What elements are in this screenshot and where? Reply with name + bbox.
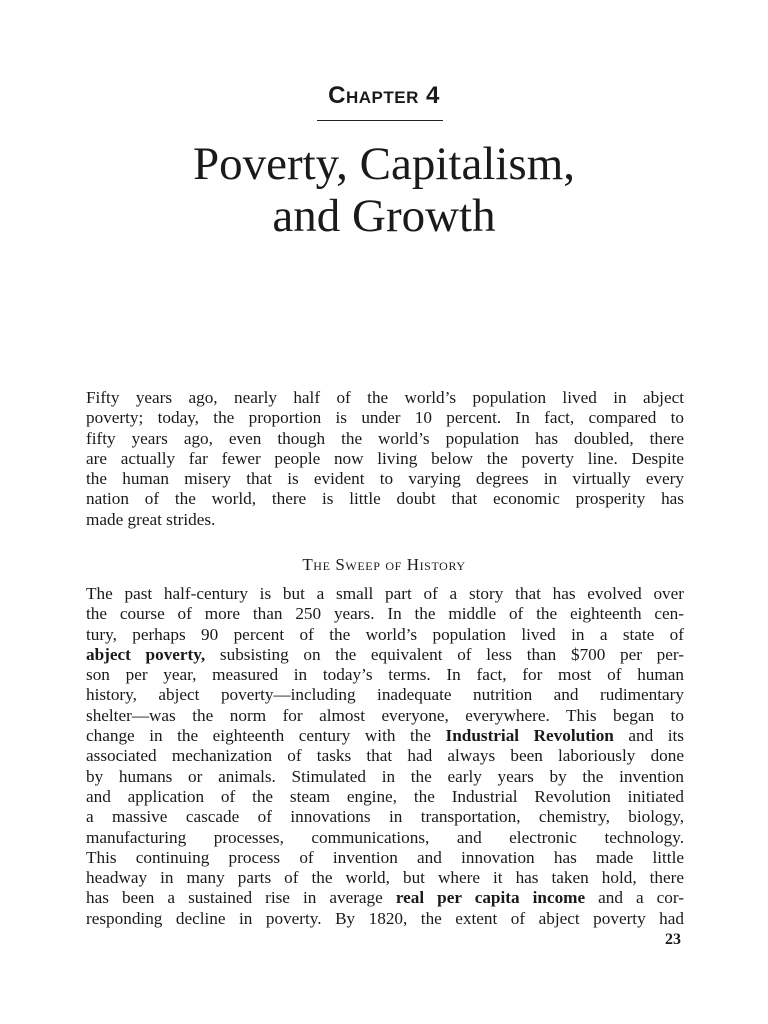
text-line: fifty years ago, even though the world’s population has doubled, there <box>86 428 684 448</box>
text-line: are actually far fewer people now living below the poverty line. Despite <box>86 448 684 468</box>
text-line: headway in many parts of the world, but where it has taken hold, there <box>86 868 684 888</box>
text-line: The past half-century is but a small part of a story that has evolved over <box>86 584 684 603</box>
text-fragment: and its <box>613 726 684 746</box>
text-line: This continuing process of invention and innovation has made little <box>86 847 684 867</box>
text-line: a massive cascade of innovations in transportation, chemistry, biology, <box>86 807 684 827</box>
chapter-rule <box>317 120 443 121</box>
text-fragment: and a cor- <box>585 888 684 908</box>
text-line: nation of the world, there is little doubt that economic prosperity has <box>86 489 684 509</box>
text-line: the course of more than 250 years. In the middle of the eighteenth cen- <box>86 604 684 624</box>
chapter-label: Chapter 4 <box>328 82 440 109</box>
text-line: associated mechanization of tasks that had always been laboriously done <box>86 746 684 766</box>
chapter-title <box>0 138 768 242</box>
chapter-title-line-1: Poverty, Capitalism, <box>192 138 576 190</box>
text-line: poverty; today, the proportion is under 10 percent. In fact, compared to <box>86 408 684 428</box>
text-line: shelter—was the norm for almost everyone, everywhere. This began to <box>86 705 684 725</box>
text-fragment: change in the eighteenth century with the <box>86 726 446 746</box>
text-line: tury, perhaps 90 percent of the world’s population lived in a state of <box>86 624 684 644</box>
text-fragment: subsisting on the equivalent of less than $700 per per- <box>205 644 684 664</box>
text-line: son per year, measured in today’s terms. In fact, for most of human <box>86 665 684 685</box>
text-line: responding decline in poverty. By 1820, the extent of abject poverty had <box>86 908 684 928</box>
text-line: and application of the steam engine, the Industrial Revolution initiated <box>86 786 684 806</box>
page-number: 23 <box>665 931 681 948</box>
key-term: Industrial Revolution <box>445 726 614 746</box>
text-line: manufacturing processes, communications, and electronic technology. <box>86 827 684 847</box>
text-fragment: has been a sustained rise in average <box>86 888 396 908</box>
history-paragraph <box>86 584 684 929</box>
text-line <box>86 645 684 665</box>
intro-paragraph <box>86 388 684 530</box>
text-line: history, abject poverty—including inadequate nutrition and rudimentary <box>86 685 684 705</box>
text-line <box>86 726 684 746</box>
key-term: abject poverty, <box>86 644 206 664</box>
text-line: the human misery that is evident to varying degrees in virtually every <box>86 469 684 489</box>
chapter-title-line-2: and Growth <box>272 190 496 242</box>
text-line: Fifty years ago, nearly half of the world’s population lived in abject <box>86 388 684 407</box>
text-line <box>86 888 684 908</box>
key-term: real per capita income <box>395 888 586 908</box>
section-heading: The Sweep of History <box>302 555 466 574</box>
text-line: by humans or animals. Stimulated in the early years by the invention <box>86 766 684 786</box>
text-line: made great strides. <box>86 509 216 529</box>
